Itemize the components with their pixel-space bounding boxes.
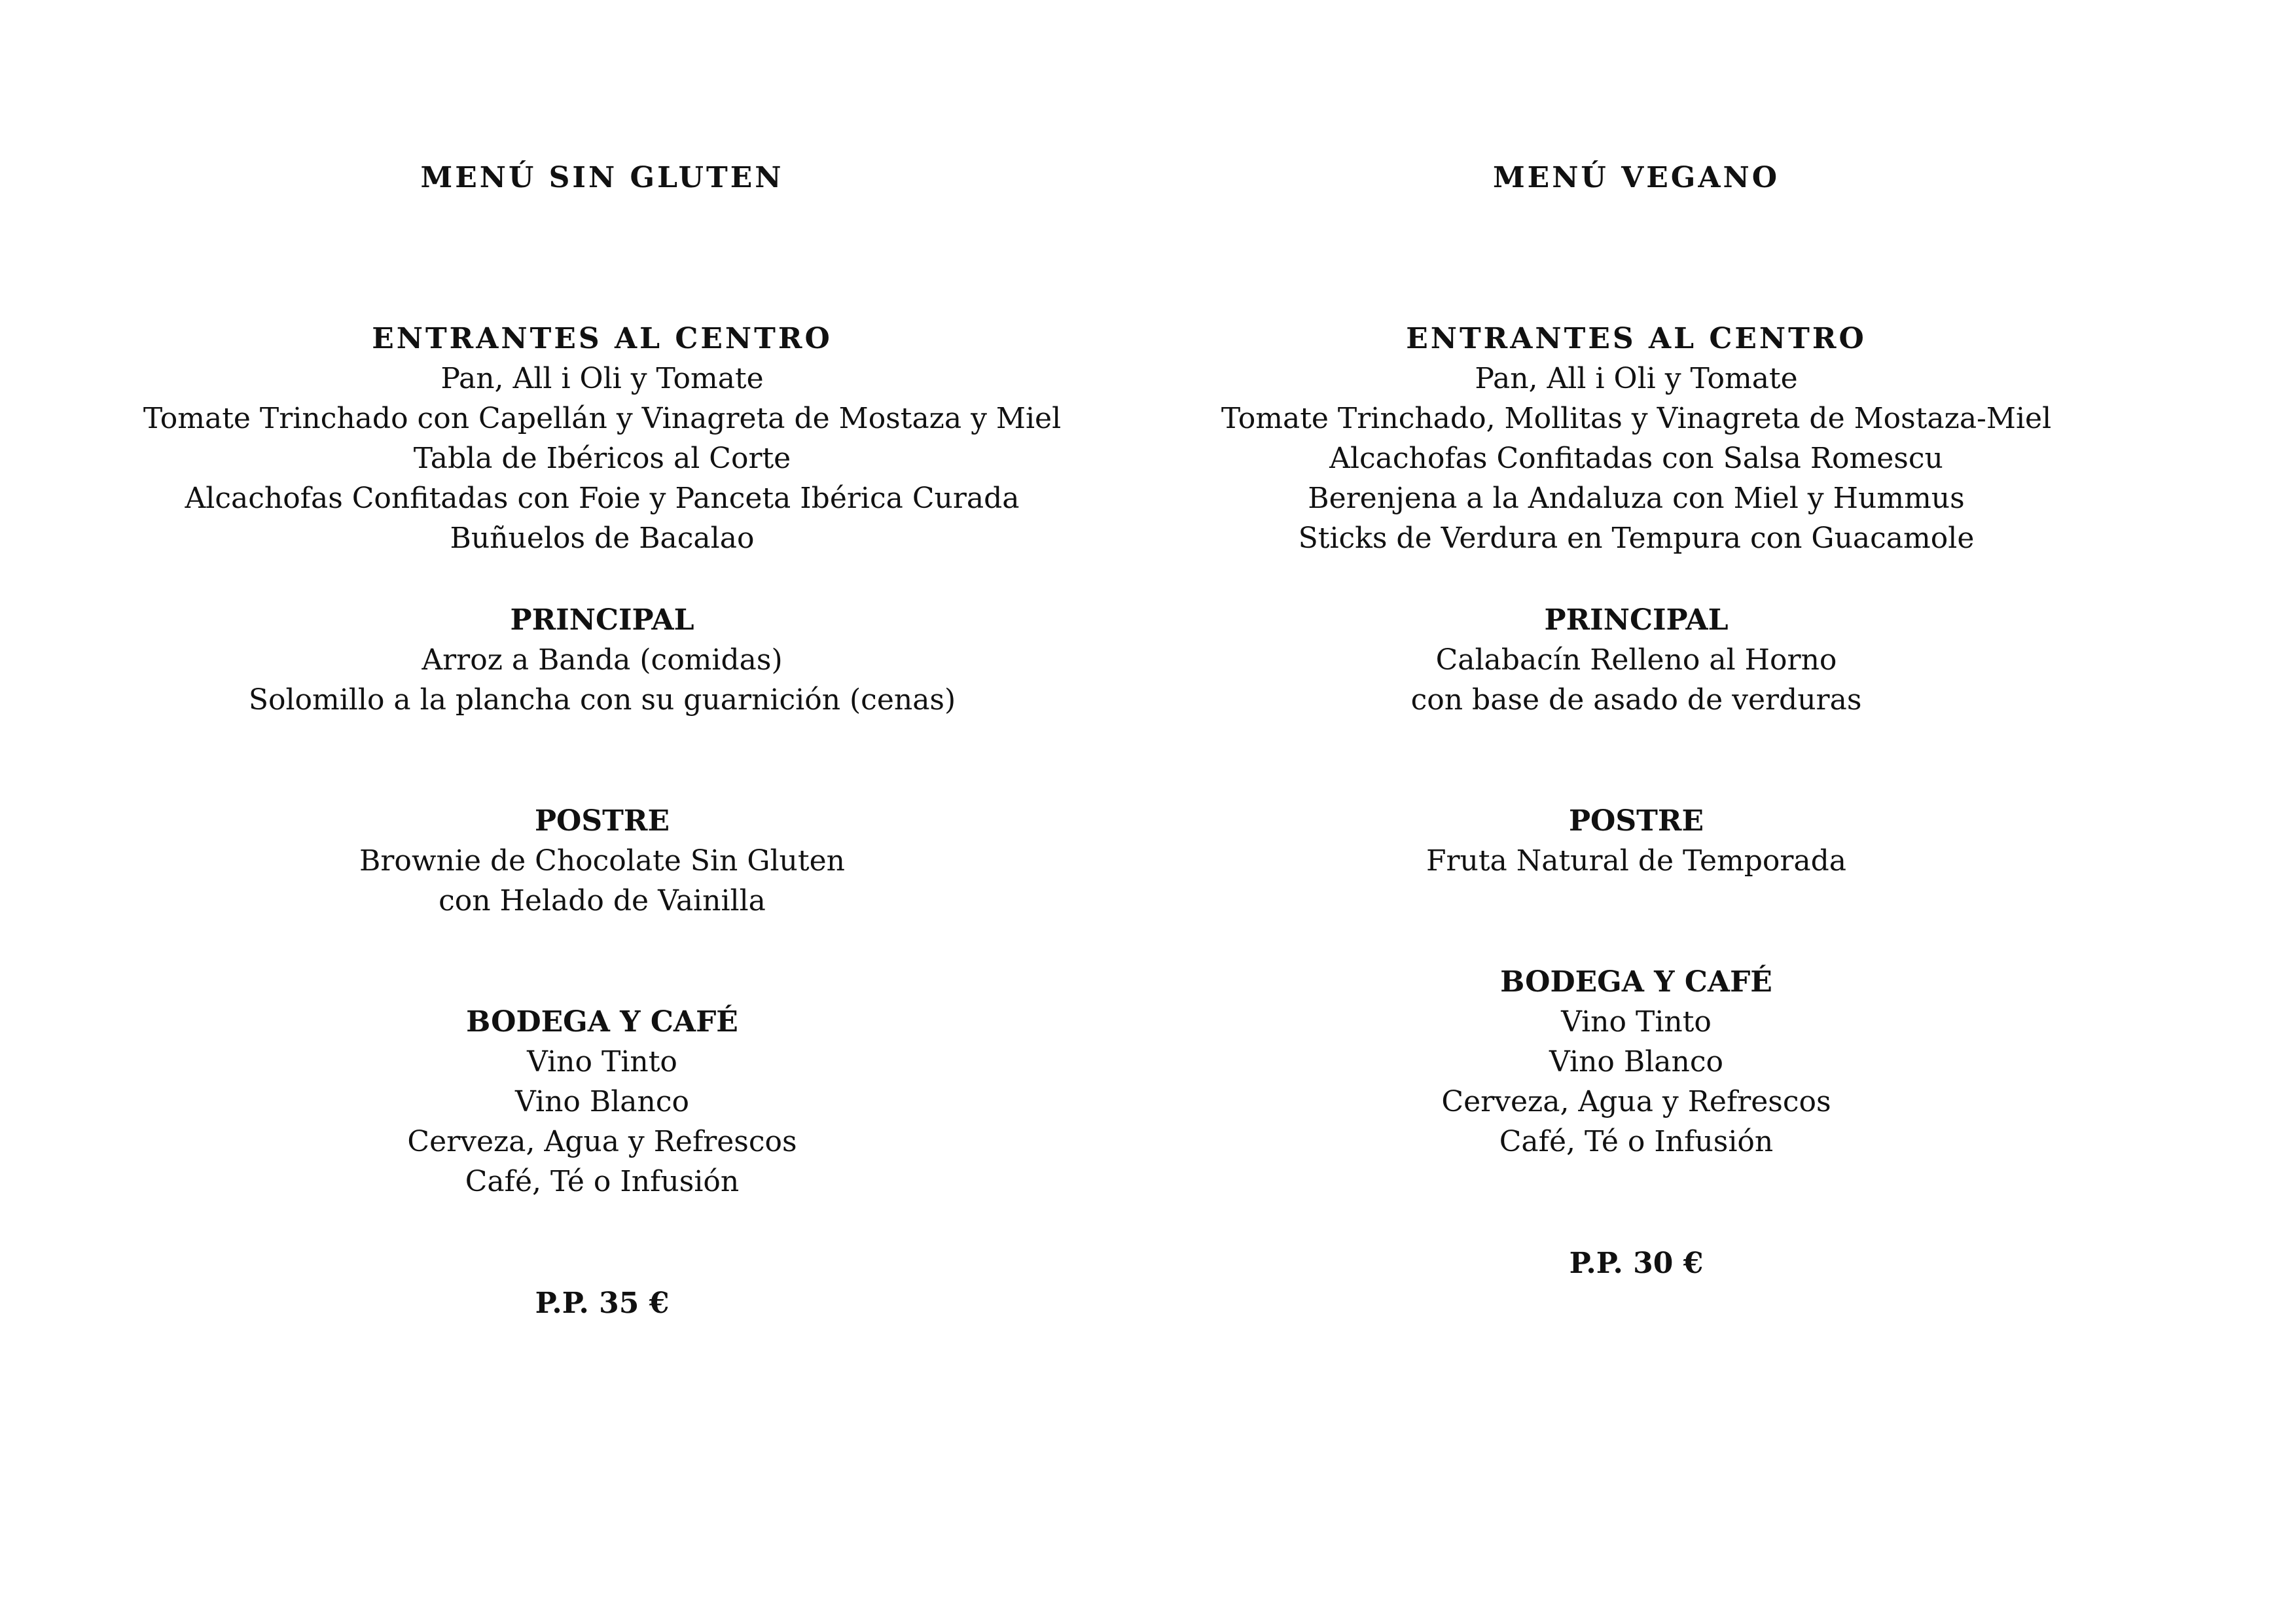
menu-item: Tabla de Ibéricos al Corte	[413, 442, 791, 475]
section-heading: PRINCIPAL	[1544, 603, 1729, 637]
section-heading: BODEGA Y CAFÉ	[1500, 965, 1772, 999]
section-entrantes	[1126, 319, 2147, 558]
section-heading: POSTRE	[534, 804, 670, 838]
menu-item: Café, Té o Infusión	[1499, 1125, 1774, 1158]
menu-item: Arroz a Banda (comidas)	[422, 643, 783, 677]
section-heading: ENTRANTES AL CENTRO	[372, 322, 833, 355]
menu-item: Fruta Natural de Temporada	[1426, 844, 1847, 878]
menu-item: Solomillo a la plancha con su guarnición (cenas)	[248, 683, 956, 717]
section-heading: ENTRANTES AL CENTRO	[1406, 322, 1867, 355]
menu-item: Calabacín Relleno al Horno	[1435, 643, 1837, 677]
section-heading: POSTRE	[1568, 804, 1704, 838]
menu-item: Tomate Trinchado, Mollitas y Vinagreta de Mostaza-Miel	[1221, 402, 2052, 435]
section-heading: PRINCIPAL	[510, 603, 694, 637]
menu-item: Vino Blanco	[515, 1085, 689, 1118]
menu-price: P.P. 35 €	[535, 1287, 670, 1320]
section-entrantes	[92, 319, 1113, 558]
menu-item: con Helado de Vainilla	[439, 884, 766, 918]
menu-item: Cerveza, Agua y Refrescos	[1441, 1085, 1831, 1118]
section-principal	[1126, 600, 2147, 720]
menu-item: con base de asado de verduras	[1410, 683, 1862, 717]
menu-title: MENÚ VEGANO	[1492, 161, 1780, 194]
section-bodega	[92, 1002, 1113, 1202]
menu-price: P.P. 30 €	[1569, 1247, 1704, 1280]
menu-item: Vino Tinto	[527, 1045, 677, 1079]
menu-item: Pan, All i Oli y Tomate	[1475, 362, 1798, 395]
menu-item: Alcachofas Confitadas con Salsa Romescu	[1329, 442, 1943, 475]
section-postre	[92, 801, 1113, 921]
menu-item: Vino Blanco	[1549, 1045, 1723, 1079]
menu-item: Café, Té o Infusión	[465, 1165, 740, 1198]
menu-item: Buñuelos de Bacalao	[450, 522, 755, 555]
section-principal	[92, 600, 1113, 720]
menu-item: Alcachofas Confitadas con Foie y Panceta Ibérica Curada	[185, 482, 1020, 515]
menu-item: Brownie de Chocolate Sin Gluten	[359, 844, 845, 878]
menu-item: Sticks de Verdura en Tempura con Guacamole	[1298, 522, 1975, 555]
menu-item: Cerveza, Agua y Refrescos	[407, 1125, 797, 1158]
menu-title: MENÚ SIN GLUTEN	[420, 161, 784, 194]
section-bodega	[1126, 962, 2147, 1162]
menu-item: Pan, All i Oli y Tomate	[440, 362, 764, 395]
section-heading: BODEGA Y CAFÉ	[466, 1005, 738, 1039]
menu-item: Vino Tinto	[1561, 1005, 1712, 1039]
menu-item: Berenjena a la Andaluza con Miel y Hummus	[1308, 482, 1965, 515]
menu-item: Tomate Trinchado con Capellán y Vinagreta de Mostaza y Miel	[143, 402, 1062, 435]
section-postre	[1126, 801, 2147, 881]
